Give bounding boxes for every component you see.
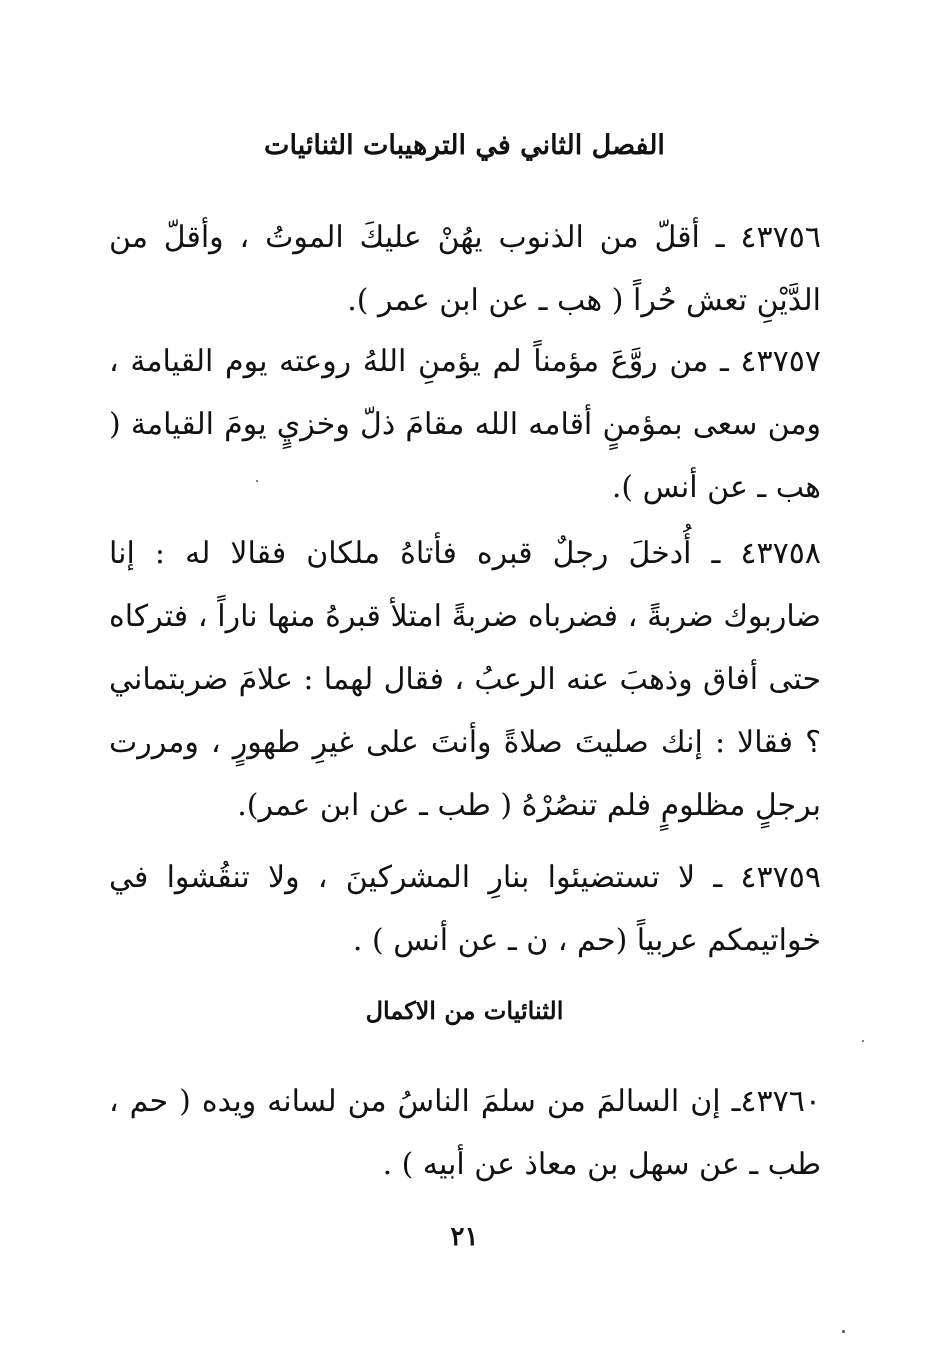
scan-speck xyxy=(842,1330,845,1333)
hadith-43758: ٤٣٧٥٨ ـ أُدخلَ رجلٌ قبره فأتاهُ ملكان فقالا له : إنا ضاربوك ضربةً ، فضرباه ضربةً امتلأ قبرهُ منها ناراً ، فتركاه حتى أفاق وذهبَ عنه الرعبُ ، فقال لهما : علامَ ضربتماني ؟ فقالا : إنك صليتَ صلاةً وأنتَ على غيرِ طهورٍ ، ومررت برجلٍ مظلومٍ فلم تنصُرْهُ ( طب ـ عن ابن عمر). xyxy=(109,536,821,823)
page-number: ٢١ xyxy=(450,1222,479,1252)
hadith-43757: ٤٣٧٥٧ ـ من روَّعَ مؤمناً لم يؤمنِ اللهُ روعته يوم القيامة ، ومن سعى بمؤمنٍ أقامه الله مقامَ ذلّ وخزيٍ يومَ القيامة ( هب ـ عن أنس ). xyxy=(109,344,822,505)
scan-speck xyxy=(862,1040,864,1042)
hadith-43760: ٤٣٧٦٠ـ إن السالمَ من سلمَ الناسُ من لسانه ويده ( حم ، طب ـ عن سهل بن معاذ عن أبيه ) . xyxy=(109,1084,821,1182)
section-heading: الثنائيات من الاكمال xyxy=(365,996,564,1025)
hadith-43759: ٤٣٧٥٩ ـ لا تستضيئوا بنارِ المشركينَ ، ولا تنقُشوا في خواتيمكم عربياً (حم ، ن ـ عن أنس ) . xyxy=(109,860,821,958)
chapter-heading: الفصل الثاني في الترهيبات الثنائيات xyxy=(264,130,665,161)
hadith-43756: ٤٣٧٥٦ ـ أقلّ من الذنوب يهُنْ عليكَ الموتُ ، وأقلّ من الدَّيْنِ تعش حُراً ( هب ـ عن ابن عمر ). xyxy=(109,220,821,318)
scan-speck xyxy=(256,480,258,482)
